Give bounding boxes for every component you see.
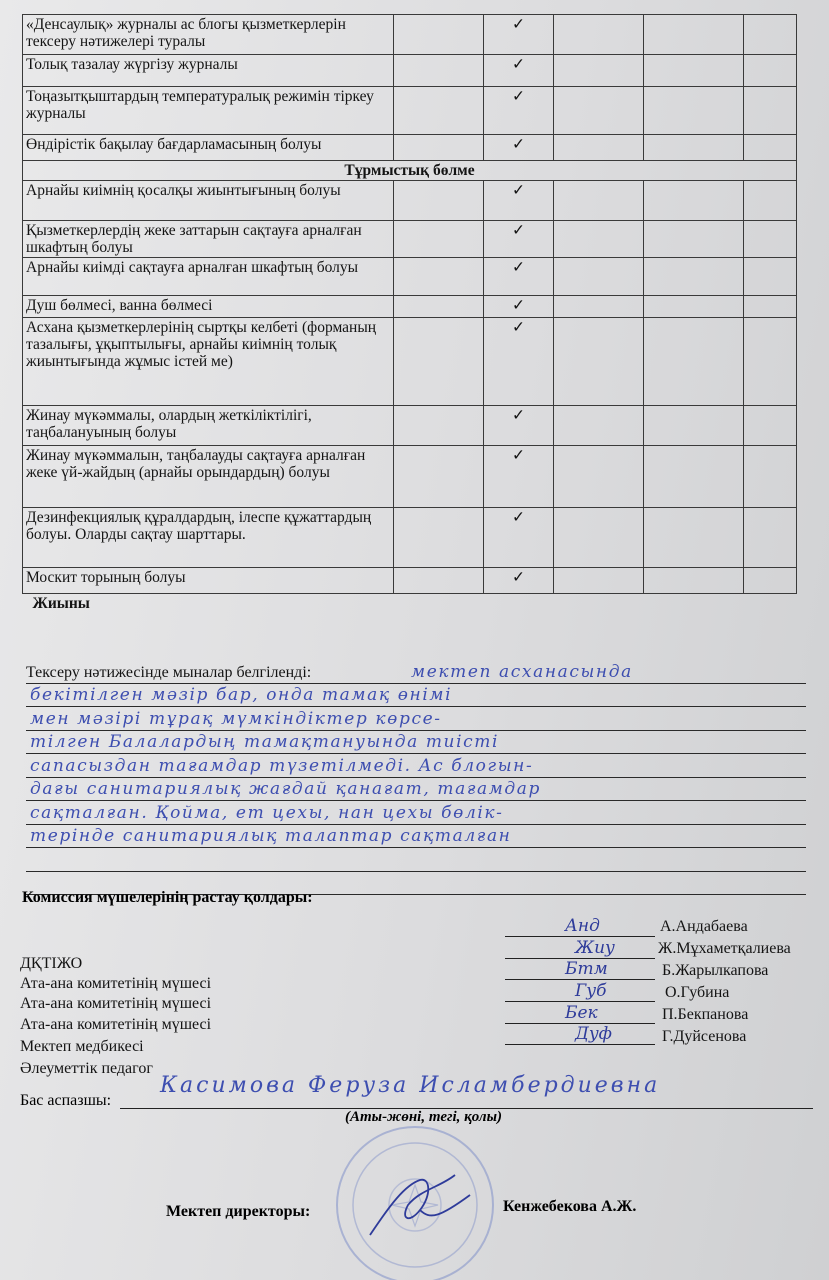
commission-role: Ата-ана комитетінің мүшесі: [20, 975, 212, 992]
commission-role: Ата-ана комитетінің мүшесі: [20, 1016, 212, 1033]
requirement-label: Асхана қызметкерлерінің сыртқы келбеті (форманың тазалығы, ұқыптылығы, арнайы киімнің толық жиынтығында жұмыс істей ме): [23, 318, 394, 406]
empty-cell: [644, 55, 744, 87]
empty-cell: [644, 181, 744, 221]
check-mark-icon: ✓: [484, 221, 554, 258]
empty-cell: [554, 318, 644, 406]
empty-cell: [744, 296, 797, 318]
requirement-label: Арнайы киімнің қосалқы жиынтығының болуы: [23, 181, 394, 221]
empty-cell: [644, 406, 744, 446]
director-signature-icon: [360, 1165, 480, 1245]
empty-cell: [644, 87, 744, 135]
empty-cell: [744, 181, 797, 221]
findings-line: [26, 660, 806, 684]
empty-cell: [394, 258, 484, 296]
signature-line: [505, 1001, 655, 1002]
commission-member-name: Б.Жарылкапова: [662, 962, 769, 979]
handwritten-finding-text: терінде санитариялық талаптар сақталған: [30, 826, 512, 846]
empty-cell: [744, 406, 797, 446]
empty-cell: [554, 446, 644, 508]
empty-cell: [394, 15, 484, 55]
handwritten-finding-text: мен мәзірі тұрақ мүмкіндіктер көрсе-: [30, 708, 442, 729]
commission-member-name: Г.Дуйсенова: [662, 1028, 747, 1045]
empty-cell: [644, 15, 744, 55]
empty-cell: [394, 135, 484, 161]
empty-cell: [394, 296, 484, 318]
empty-cell: [554, 181, 644, 221]
check-mark-icon: ✓: [484, 15, 554, 55]
commission-role: Әлеуметтік педагог: [20, 1060, 153, 1077]
empty-cell: [394, 568, 484, 594]
empty-cell: [394, 446, 484, 508]
checklist-row: [23, 55, 797, 87]
empty-cell: [744, 15, 797, 55]
handwritten-signature: Губ: [575, 981, 607, 1001]
checklist-row: [23, 568, 797, 594]
requirement-label: Өндірістік бақылау бағдарламасының болуы: [23, 135, 394, 161]
commission-role: Ата-ана комитетінің мүшесі: [20, 995, 212, 1012]
requirement-label: Тоңазытқыштардың температуралық режимін тіркеу журналы: [23, 87, 394, 135]
check-mark-icon: ✓: [484, 87, 554, 135]
requirement-label: Душ бөлмесі, ванна бөлмесі: [23, 296, 394, 318]
total-row: [23, 594, 797, 614]
findings-line: [26, 731, 806, 755]
empty-cell: [644, 296, 744, 318]
empty-cell: [394, 508, 484, 568]
empty-cell: [394, 55, 484, 87]
empty-cell: [744, 258, 797, 296]
empty-cell: [554, 135, 644, 161]
empty-cell: [644, 446, 744, 508]
checklist-row: [23, 296, 797, 318]
commission-member-name: О.Губина: [665, 984, 730, 1001]
checklist-row: [23, 221, 797, 258]
empty-cell: [644, 318, 744, 406]
commission-role: ДҚТІЖО: [20, 955, 83, 972]
check-mark-icon: ✓: [484, 568, 554, 594]
checklist-row: [23, 508, 797, 568]
commission-member-name: Ж.Мұхаметқалиева: [658, 940, 791, 957]
handwritten-finding-text: дағы санитариялық жағдай қанағат, тағамдар: [30, 779, 542, 799]
empty-cell: [744, 446, 797, 508]
empty-cell: [644, 221, 744, 258]
findings-line: [26, 778, 806, 802]
empty-cell: [554, 221, 644, 258]
empty-cell: [394, 87, 484, 135]
findings-line: [26, 825, 806, 849]
handwritten-signature: Анд: [565, 916, 600, 936]
check-mark-icon: ✓: [484, 135, 554, 161]
findings-line: [26, 707, 806, 731]
empty-cell: [394, 181, 484, 221]
chief-cook-caption: (Аты-жөні, тегі, қолы): [345, 1109, 503, 1125]
empty-cell: [644, 258, 744, 296]
handwritten-finding-text: бекітілген мәзір бар, онда тамақ өнімі: [30, 685, 453, 705]
handwritten-signature: Жиу: [575, 938, 615, 958]
empty-cell: [744, 318, 797, 406]
commission-member-name: А.Андабаева: [660, 918, 748, 935]
requirement-label: Қызметкерлердің жеке заттарын сақтауға арналған шкафтың болуы: [23, 221, 394, 258]
check-mark-icon: ✓: [484, 258, 554, 296]
requirement-label: Жинау мүкәммалы, олардың жеткіліктілігі, таңбалануының болуы: [23, 406, 394, 446]
requirement-label: Арнайы киімді сақтауға арналған шкафтың болуы: [23, 258, 394, 296]
empty-cell: [744, 87, 797, 135]
empty-cell: [554, 15, 644, 55]
requirement-label: Москит торының болуы: [23, 568, 394, 594]
requirement-label: Жинау мүкәммалын, таңбалауды сақтауға арналған жеке үй-жайдың (арнайы орындардың) болуы: [23, 446, 394, 508]
commission-role: Мектеп медбикесі: [20, 1038, 144, 1055]
findings-prefix: Тексеру нәтижесінде мыналар белгіленді:: [26, 663, 312, 681]
empty-cell: [554, 296, 644, 318]
handwritten-finding-text: сақталған. Қойма, ет цехы, нан цехы бөлік-: [30, 802, 504, 823]
empty-cell: [554, 258, 644, 296]
findings-line: [26, 801, 806, 825]
findings-section: [26, 660, 806, 895]
commission-member-name: П.Бекпанова: [662, 1006, 749, 1023]
inspection-checklist-table: [22, 14, 797, 613]
empty-cell: [644, 508, 744, 568]
empty-cell: [744, 55, 797, 87]
findings-line: [26, 684, 806, 708]
checklist-row: [23, 446, 797, 508]
findings-line: [26, 848, 806, 872]
empty-cell: [644, 135, 744, 161]
requirement-label: Толық тазалау жүргізу журналы: [23, 55, 394, 87]
checklist-row: [23, 258, 797, 296]
check-mark-icon: ✓: [484, 296, 554, 318]
handwritten-finding-text: сапасыздан тағамдар түзетілмеді. Ас блогын-: [30, 755, 534, 776]
checklist-row: [23, 406, 797, 446]
findings-line: [26, 754, 806, 778]
checklist-row: [23, 318, 797, 406]
check-mark-icon: ✓: [484, 508, 554, 568]
empty-cell: [744, 508, 797, 568]
section-title: Тұрмыстық бөлме: [23, 161, 797, 181]
chief-cook-name-handwritten: Касимова Феруза Исламбердиевна: [160, 1073, 661, 1098]
signature-line: [505, 1044, 655, 1045]
handwritten-signature: Бек: [565, 1003, 598, 1023]
check-mark-icon: ✓: [484, 181, 554, 221]
empty-cell: [744, 568, 797, 594]
empty-cell: [644, 568, 744, 594]
director-label: Мектеп директоры:: [166, 1203, 311, 1220]
commission-title: Комиссия мүшелерінің растау қолдары:: [22, 889, 313, 906]
checklist-row: [23, 135, 797, 161]
requirement-label: Дезинфекциялық құралдардың, ілеспе құжаттардың болуы. Оларды сақтау шарттары.: [23, 508, 394, 568]
check-mark-icon: ✓: [484, 55, 554, 87]
empty-cell: [554, 406, 644, 446]
empty-cell: [554, 55, 644, 87]
checklist-row: [23, 15, 797, 55]
section-header-row: [23, 161, 797, 181]
chief-cook-label: Бас аспазшы:: [20, 1092, 112, 1109]
empty-cell: [744, 135, 797, 161]
total-label: Жиыны: [32, 595, 90, 612]
check-mark-icon: ✓: [484, 446, 554, 508]
empty-cell: [554, 87, 644, 135]
handwritten-signature: Бтм: [565, 959, 608, 979]
check-mark-icon: ✓: [484, 406, 554, 446]
handwritten-finding-text: мектеп асханасында: [411, 661, 633, 682]
checklist-row: [23, 181, 797, 221]
handwritten-finding-text: тілген Балалардың тамақтануында тиісті: [30, 732, 500, 752]
handwritten-signature: Дуф: [575, 1024, 612, 1044]
checklist-row: [23, 87, 797, 135]
check-mark-icon: ✓: [484, 318, 554, 406]
signature-line: [505, 936, 655, 937]
empty-cell: [554, 568, 644, 594]
requirement-label: «Денсаулық» журналы ас блогы қызметкерлерін тексеру нәтижелері туралы: [23, 15, 394, 55]
empty-cell: [744, 221, 797, 258]
empty-cell: [394, 318, 484, 406]
director-name: Кенжебекова А.Ж.: [503, 1198, 637, 1215]
signature-line: [505, 979, 655, 980]
empty-cell: [554, 508, 644, 568]
empty-cell: [394, 406, 484, 446]
empty-cell: [394, 221, 484, 258]
